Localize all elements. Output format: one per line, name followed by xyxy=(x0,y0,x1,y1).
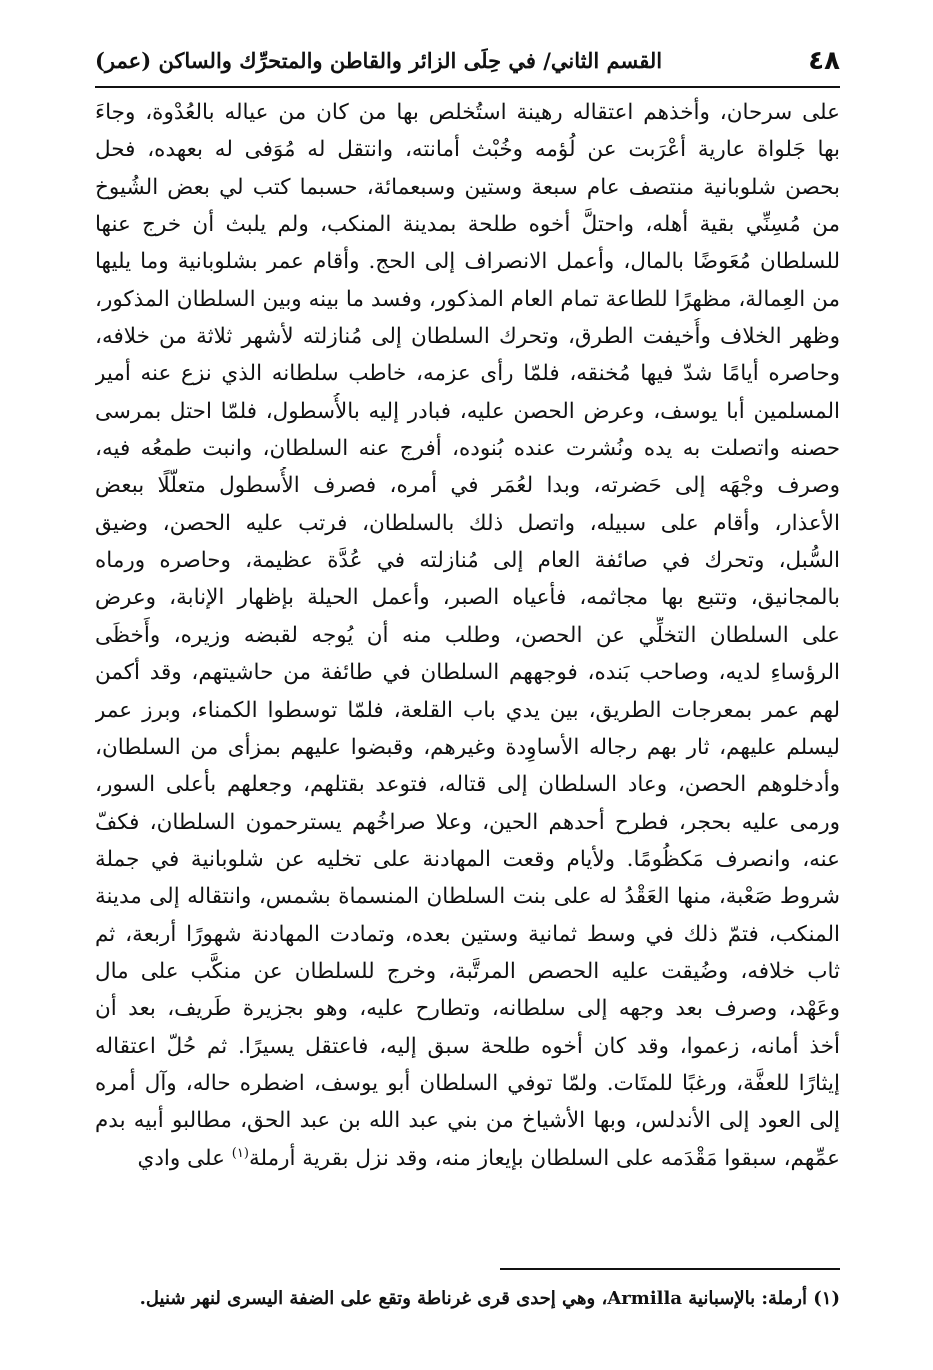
text-line: عنه، وانصرف مَكظُومًا. ولأيام وقعت المهادنة على تخليه عن شلوبانية في جملة xyxy=(95,846,840,872)
text-line: بها جَلواة عارية أعْرَبت عن لُؤمه وخُبْث أمانته، وانتقل له مُوَفى له بعهده، فحل xyxy=(95,137,840,163)
footnote-divider xyxy=(500,1268,840,1270)
footnote-reference[interactable]: (١) xyxy=(231,1145,249,1161)
page-header xyxy=(95,40,840,84)
text-line: وأدخلوهم الحصن، وعاد السلطان إلى قتاله، فتوعد بقتلهم، وجعلهم بأعلى السور، xyxy=(95,772,840,798)
text-line: بالمجانيق، وتتبع بها مجاثمه، فأعياه الصبر، وأعمل الحيلة بإظهار الإنابة، وعرض xyxy=(95,585,840,611)
text-line: بحصن شلوبانية منتصف عام سبعة وستين وسبعمائة، حسبما كتب لي بعض الشُيوخ xyxy=(95,174,840,200)
text-line: الأعذار، وأقام على سبيله، واتصل ذلك بالسلطان، فرتب عليه الحصن، وضيق xyxy=(95,510,840,536)
text-line: إلى العود إلى الأندلس، وبها الأشياخ من بني عبد الله بن عبد الحق، مطالبو أبيه بدم xyxy=(95,1108,840,1134)
text-line: للسلطان مُعَوضًا بالمال، وأعمل الانصراف إلى الحج. وأقام عمر بشلوبانية وما يليها xyxy=(95,249,840,275)
text-segment: على وادي xyxy=(137,1145,225,1171)
text-line: على سرحان، وأخذهم اعتقاله رهينة استُخلص بها من كان من عياله بالعُدْوة، وجاءَ xyxy=(95,100,840,125)
text-line: وحاصره أيامًا شدّ فيها مُخنقه، فلمّا رأى عزمه، خاطب سلطانه الذي نزع عنه أمير xyxy=(95,361,840,387)
text-line: وظهر الخلاف وأُخيفت الطرق، وتحرك السلطان إلى مُنازلته لأشهر ثلاثة من خلافه، xyxy=(95,324,840,350)
footnote-number: (١) xyxy=(813,1288,840,1309)
text-line: السُّبل، وتحرك في صائفة العام إلى مُنازلته في عُدَّة عظيمة، وحاصره ورماه xyxy=(95,548,840,574)
text-line: من العِمالة، مظهرًا للطاعة تمام العام المذكور، وفسد ما بينه وبين السلطان المذكور، xyxy=(95,286,840,312)
text-line: إيثارًا للعفَّة، ورغبًا للمتَات. ولمّا توفي السلطان أبو يوسف، اضطره حاله، وآل أمره xyxy=(95,1070,840,1096)
text-line: على السلطان التخلِّي عن الحصن، وطلب منه أن يُوجه لقبضه وزيره، وأَخظَى xyxy=(95,622,840,648)
text-segment: عمِّهم، سبقوا مَقْدَمه على السلطان بإيعاز منه، وقد نزل بقرية أرملة xyxy=(248,1145,840,1171)
text-line: ليسلم عليهم، ثار بهم رجاله الأساوِدة وغيرهم، وقبضوا عليهم بمزأى من السلطان، xyxy=(95,734,840,760)
text-line: ورمى عليه بحجر، فطرح أحدهم الحين، وعلا صراخُهم يسترحمون السلطان، فكفّ xyxy=(95,809,840,835)
text-line: المنكب، فتمّ ذلك في وسط ثمانية وستين بعده، وتمادت المهادنة شهورًا أربعة، ثم xyxy=(95,921,840,947)
text-line: ثاب خلافه، وضُيقت عليه الحصص المرتَّبة، وخرج للسلطان عن منكَّب على مال xyxy=(95,958,840,984)
text-line: من مُسِنِّي بقية أهله، واحتلَّ أخوه طلحة بمدينة المنكب، ولم يلبث أن خرج عنها xyxy=(95,212,840,238)
text-line: وعَهْد، وصرف بعد وجهه إلى سلطانه، وتطارح عليه، وهو بجزيرة طَريف، بعد أن xyxy=(95,996,840,1022)
text-line: شروط صَعْبة، منها العَقْدُ له على بنت السلطان المنسماة بشمس، وانتقاله إلى مدينة xyxy=(95,884,840,910)
text-line: أخذ أمانه، زعموا، وقد كان أخوه طلحة سبق إليه، فاعتقل يسيرًا. ثم حُلّ اعتقاله xyxy=(95,1033,840,1059)
header-divider xyxy=(95,86,840,88)
text-line: وصرف وجْهَه إلى حَضرته، وبدا لعُمَر في أمره، فصرف الأُسطول متعلّلًا ببعض xyxy=(95,473,840,499)
text-line: لهم عمر بمعرجات الطريق، بين يدي باب القلعة، فلمّا توسطوا الكمناء، وبرز عمر xyxy=(95,697,840,723)
footnote-text: أرملة: بالإسبانية Armilla، وهي إحدى قرى غرناطة وتقع على الضفة اليسرى لنهر شنيل. xyxy=(139,1288,807,1309)
text-line: الرؤساءِ لديه، وصاحب بَنده، فوجههم السلطان في طائفة من حاشيتهم، وقد أكمن xyxy=(95,660,840,686)
footnote xyxy=(95,1285,840,1313)
text-line-with-footnote-ref xyxy=(95,1140,840,1177)
page-number: ٤٨ xyxy=(808,46,840,76)
text-line: حصنه واتصلت به يده ونُشرت عنده بُنوده، أفرج عنه السلطان، وانبت طمعُه فيه، xyxy=(95,436,840,462)
text-line: المسلمين أبا يوسف، وعرض الحصن عليه، فبادر إليه بالأُسطول، فلمّا احتل بمرسى xyxy=(95,398,840,424)
body-text xyxy=(95,94,840,1177)
running-title: القسم الثاني/ في حِلَى الزائر والقاطن والمتحرِّك والساكن (عمر) xyxy=(95,48,663,73)
